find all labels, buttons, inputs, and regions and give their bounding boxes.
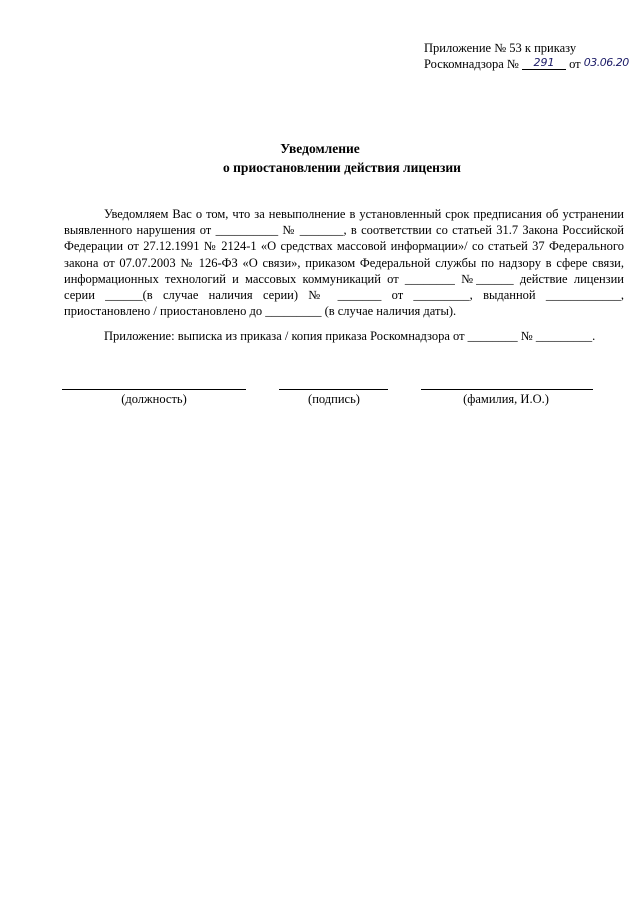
name-signature-line [421,389,593,390]
appendix-paragraph: Приложение: выписка из приказа / копия приказа Роскомнадзора от ________ № _________. [104,329,596,344]
title-line-2: о приостановлении действия лицензии [223,160,461,175]
header-line-1: Приложение № 53 к приказу [424,41,577,55]
document-body [64,206,624,345]
handwritten-order-number: 291 [522,57,566,70]
title-line-1: Уведомление [280,141,360,156]
position-label: (должность) [121,392,187,406]
position-signature-line [62,389,246,390]
signature-line [279,389,388,390]
handwritten-order-date: 03.06.20 [583,56,629,69]
notification-paragraph: Уведомляем Вас о том, что за невыполнение в установленный срок предписания об устранении выявленного нарушения от __________ № _______, в соответствии со статьей 31.7 Закона Российской Федерации от 27.12.1991 № 2124-1 «О средствах массовой информации»/ со статьей 37 Федерального закона от 07.07.2003 № 126-ФЗ «О связи», приказом Федеральной службы по надзору в сфере связи, информационных технологий и массовых коммуникаций от ________ №______ действие лицензии серии ______(в случае наличия серии) № _______ от _________, выданной ____________, приостановлено / приостановлено до _________ (в случае наличия даты). [64,207,624,319]
document-title [0,139,640,177]
header-line-2 [424,56,629,72]
name-label: (фамилия, И.О.) [463,392,549,406]
appendix-header [424,40,629,72]
header-line-2-middle: от [565,57,584,71]
signature-label: (подпись) [308,392,360,406]
header-line-2-prefix: Роскомнадзора № [424,57,522,71]
